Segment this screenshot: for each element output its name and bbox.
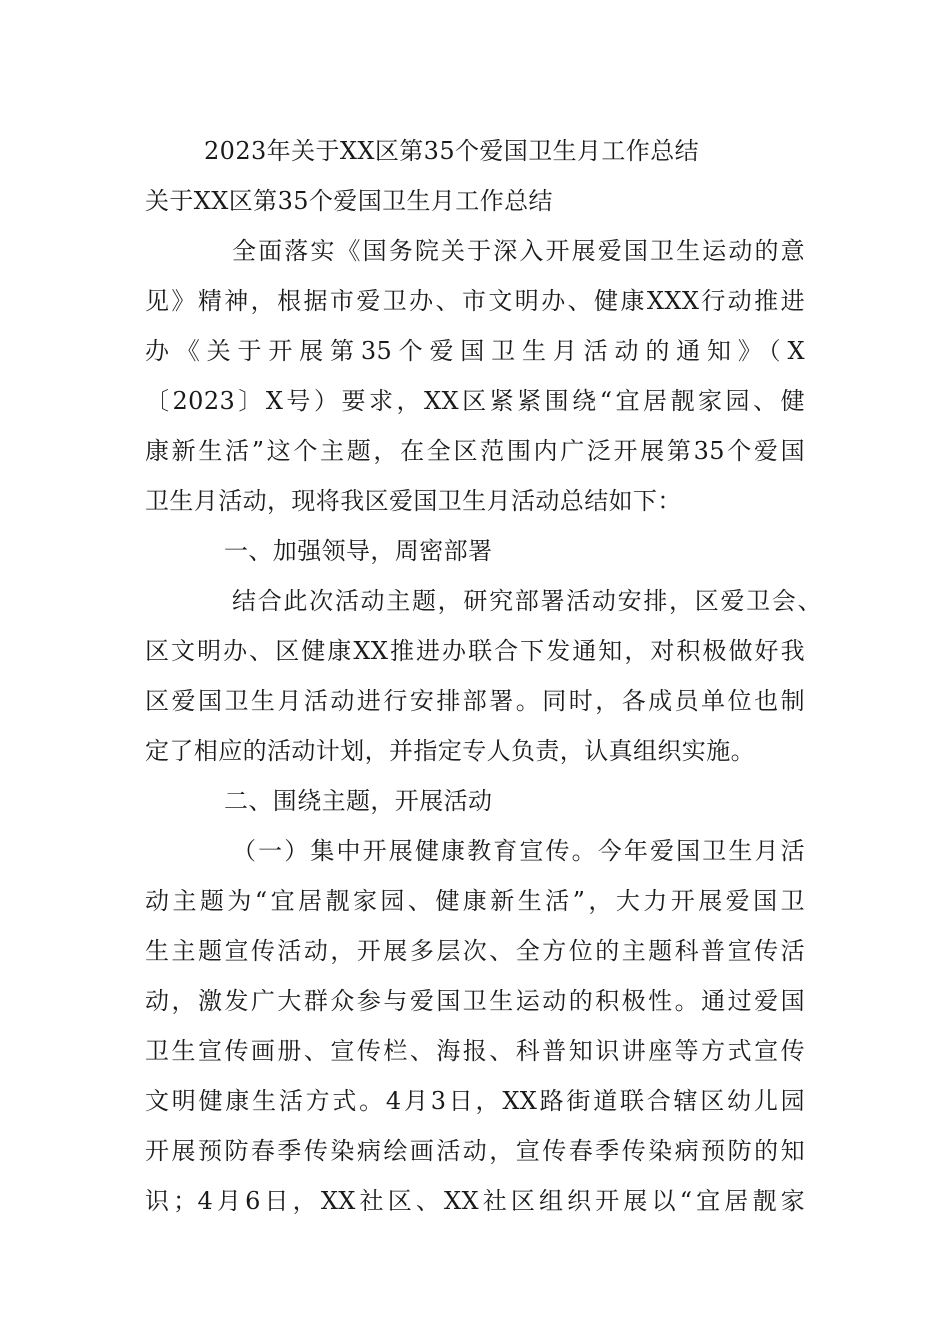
- paragraph-line: 区文明办、区健康XX推进办联合下发通知，对积极做好我: [145, 637, 805, 665]
- paragraph-line: 识；4月6日，XX社区、XX社区组织开展以“宜居靓家: [145, 1187, 805, 1215]
- paragraph-line: 卫生月活动，现将我区爱国卫生月活动总结如下：: [145, 487, 682, 515]
- paragraph-line: （一）集中开展健康教育宣传。今年爱国卫生月活: [232, 837, 805, 865]
- paragraph-line: 开展预防春季传染病绘画活动，宣传春季传染病预防的知: [145, 1137, 805, 1165]
- paragraph-line: 见》精神，根据市爱卫办、市文明办、健康XXX行动推进: [145, 287, 805, 315]
- document-title: 2023年关于XX区第35个爱国卫生月工作总结: [204, 137, 699, 165]
- section-heading: 二、围绕主题，开展活动: [224, 787, 493, 815]
- paragraph-line: 生主题宣传活动，开展多层次、全方位的主题科普宣传活: [145, 937, 805, 965]
- paragraph-line: 办《关于开展第35个爱国卫生月活动的通知》（X: [145, 337, 805, 365]
- paragraph-line: 文明健康生活方式。4月3日，XX路街道联合辖区幼儿园: [145, 1087, 805, 1115]
- paragraph-line: 动主题为“宜居靓家园、健康新生活”，大力开展爱国卫: [145, 887, 805, 915]
- paragraph-line: 全面落实《国务院关于深入开展爱国卫生运动的意: [232, 237, 805, 265]
- section-heading: 一、加强领导，周密部署: [224, 537, 493, 565]
- paragraph-line: 卫生宣传画册、宣传栏、海报、科普知识讲座等方式宣传: [145, 1037, 805, 1065]
- paragraph-line: 结合此次活动主题，研究部署活动安排，区爱卫会、: [232, 587, 822, 615]
- paragraph-line: 康新生活”这个主题，在全区范围内广泛开展第35个爱国: [145, 437, 805, 465]
- document-subtitle: 关于XX区第35个爱国卫生月工作总结: [145, 187, 553, 215]
- paragraph-line: 区爱国卫生月活动进行安排部署。同时，各成员单位也制: [145, 687, 805, 715]
- paragraph-line: 动，激发广大群众参与爱国卫生运动的积极性。通过爱国: [145, 987, 805, 1015]
- paragraph-line: 〔2023〕X号）要求，XX区紧紧围绕“宜居靓家园、健: [145, 387, 805, 415]
- paragraph-line: 定了相应的活动计划，并指定专人负责，认真组织实施。: [145, 737, 755, 765]
